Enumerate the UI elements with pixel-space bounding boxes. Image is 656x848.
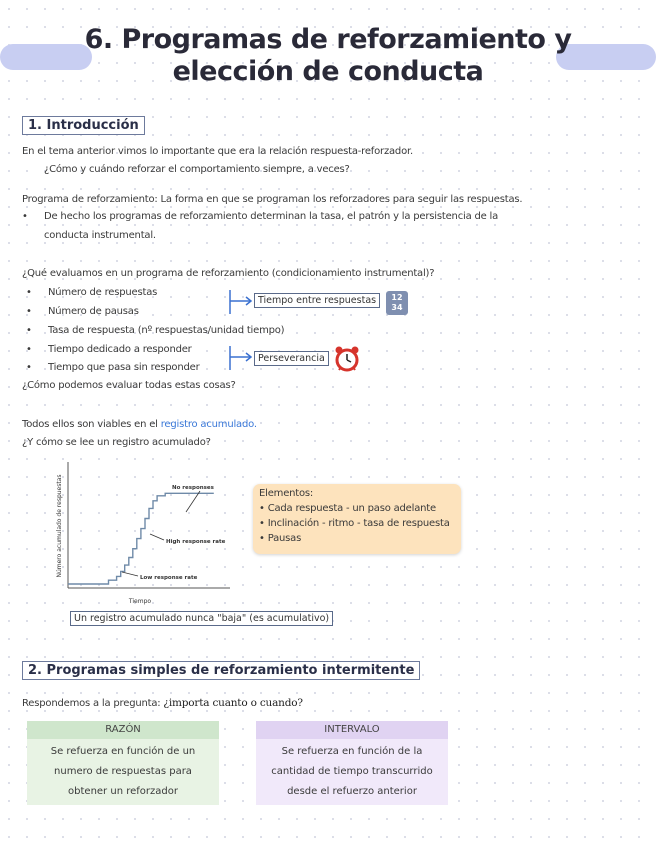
razon-card (27, 721, 219, 805)
intro-paragraph: En el tema anterior vimos lo importante que era la relación respuesta-reforzador. (22, 146, 413, 157)
programa-definition: Programa de reforzamiento: La forma en que se programan los reforzadores para seguir las respuestas. (22, 194, 523, 205)
intervalo-card (256, 721, 448, 805)
elementos-item: • Inclinación - ritmo - tasa de respuesta (259, 518, 450, 529)
bracket-arrow-icon (226, 288, 256, 316)
razon-line: Se refuerza en función de un (50, 746, 196, 757)
intervalo-line: desde el refuerzo anterior (287, 786, 417, 797)
section-programas-heading: 2. Programas simples de reforzamiento intermitente (22, 661, 420, 680)
elementos-item-text: Cada respuesta - un paso adelante (267, 503, 436, 514)
list-item: • Número de pausas (48, 306, 139, 317)
y-axis-label: Número acumulado de respuestas (56, 474, 63, 578)
page-title-line1: 6. Programas de reforzamiento y (84, 24, 572, 55)
list-item: • Tasa de respuesta (nº respuestas/unidad tiempo) (48, 325, 284, 336)
annotation-low-rate: Low response rate (140, 575, 198, 581)
cumulative-record-chart (50, 456, 240, 608)
viables-sentence (22, 419, 257, 430)
razon-title: RAZÓN (27, 721, 219, 739)
que-evaluamos-question: ¿Qué evaluamos en un programa de reforzamiento (condicionamiento instrumental)? (22, 268, 435, 279)
alarm-clock-icon (333, 345, 361, 373)
chart-caption: Un registro acumulado nunca "baja" (es acumulativo) (70, 611, 333, 626)
list-item: • Número de respuestas (48, 287, 157, 298)
calendar-top-number: 12 (391, 293, 403, 302)
x-axis-label: Tiempo (128, 598, 152, 605)
calendar-bottom-number: 34 (391, 303, 403, 312)
viables-text: Todos ellos son viables en el (22, 419, 161, 430)
annotation-high-rate: High response rate (166, 539, 226, 545)
elementos-heading: Elementos: (259, 488, 314, 499)
razon-body (27, 739, 219, 805)
como-leer-question: ¿Y cómo se lee un registro acumulado? (22, 437, 211, 448)
importa-question: ¿importa cuanto o cuando? (163, 697, 303, 709)
como-evaluar-question: ¿Cómo podemos evaluar todas estas cosas? (22, 380, 236, 391)
respondemos-sentence (22, 697, 303, 709)
bullet-determinan: • De hecho los programas de reforzamiento determinan la tasa, el patrón y la persistencia de la (44, 211, 498, 222)
page-title-line2: elección de conducta (172, 56, 484, 87)
razon-line: obtener un reforzador (68, 786, 178, 797)
razon-line: numero de respuestas para (54, 766, 192, 777)
intervalo-body (256, 739, 448, 805)
bullet-determinan-cont: conducta instrumental. (44, 230, 156, 241)
list-item: • Tiempo dedicado a responder (48, 344, 192, 355)
intervalo-title: INTERVALO (256, 721, 448, 739)
elementos-item: • Pausas (259, 533, 302, 544)
perseverancia-label: Perseverancia (254, 351, 329, 366)
elementos-item: • Cada respuesta - un paso adelante (259, 503, 436, 514)
calendar-icon (386, 291, 408, 315)
elementos-item-text: Pausas (267, 533, 302, 544)
intro-question: ¿Cómo y cuándo reforzar el comportamiento siempre, a veces? (44, 164, 350, 175)
section-introduccion-heading: 1. Introducción (22, 116, 145, 135)
bracket-arrow-icon (226, 344, 256, 372)
registro-acumulado-link: registro acumulado. (160, 419, 257, 430)
intervalo-line: Se refuerza en función de la (281, 746, 423, 757)
list-item: • Tiempo que pasa sin responder (48, 362, 200, 373)
respondemos-text: Respondemos a la pregunta: (22, 698, 164, 709)
annotation-arrow (186, 491, 200, 512)
annotation-arrow (150, 534, 164, 540)
elementos-item-text: Inclinación - ritmo - tasa de respuesta (267, 518, 450, 529)
intervalo-line: cantidad de tiempo transcurrido (271, 766, 433, 777)
tiempo-entre-respuestas-label: Tiempo entre respuestas (254, 293, 380, 308)
annotation-no-responses: No responses (172, 485, 214, 491)
annotation-arrow (122, 572, 138, 576)
